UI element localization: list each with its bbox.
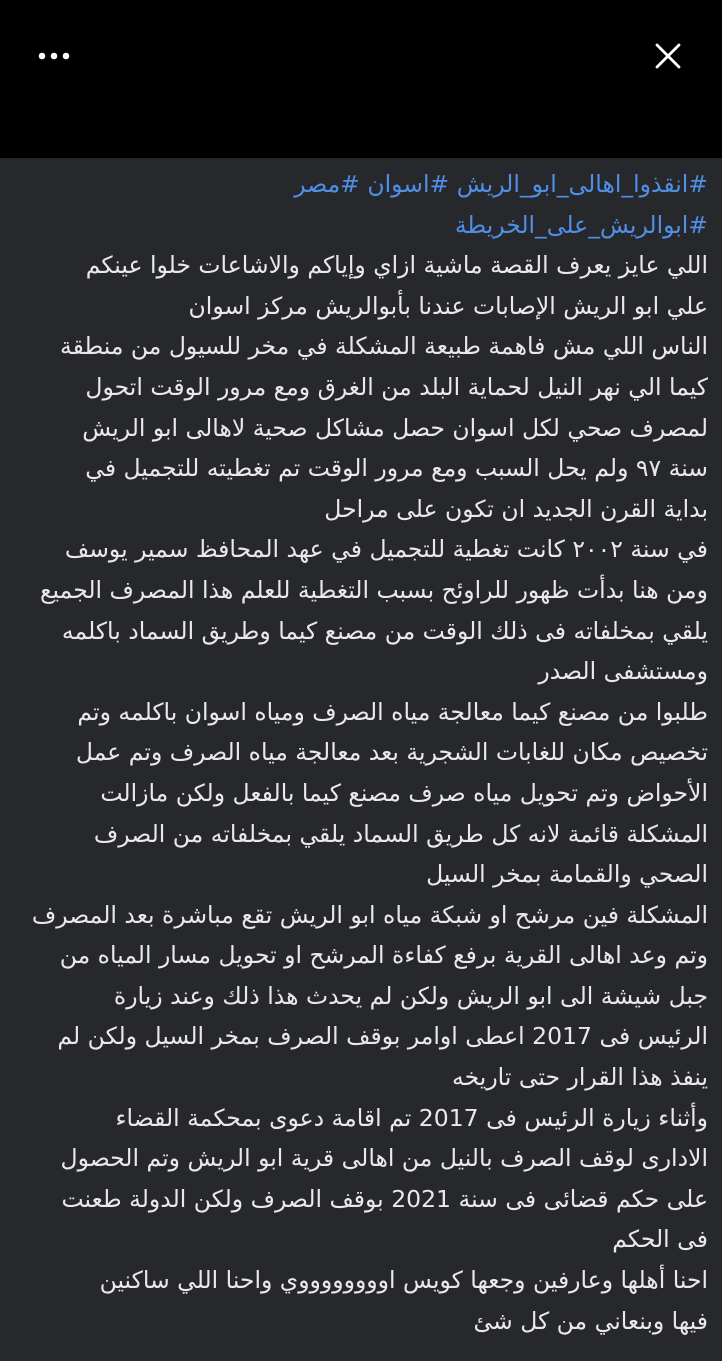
post-text: [0, 158, 722, 1341]
post-line: سنة ٩٧ ولم يحل السبب ومع مرور الوقت تم تغطيته للتجميل في: [85, 454, 708, 483]
post-line: يلقي بمخلفاته فى ذلك الوقت من مصنع كيما وطريق السماد باكلمه: [61, 616, 708, 645]
close-button[interactable]: [644, 34, 692, 78]
post-line: جبل شيشة الى ابو الريش ولكن لم يحدث هذا ذلك وعند زيارة: [113, 981, 708, 1010]
post-line: احنا أهلها وعارفين وجعها كويس اووووووووي واحنا اللي ساكنين: [99, 1266, 708, 1295]
hashtag-line: [10, 164, 708, 205]
post-line: في سنة ٢٠٠٢ كانت تغطية للتجميل في عهد المحافظ سمير يوسف: [64, 535, 708, 564]
post-line: الناس اللي مش فاهمة طبيعة المشكلة في مخر للسيول من منطقة: [60, 332, 708, 361]
post-line: ومن هنا بدأت ظهور للراوئح بسبب التغطية للعلم هذا المصرف الجميع: [40, 575, 708, 604]
post-line: وأثناء زيارة الرئيس فى 2017 تم اقامة دعوى بمحكمة القضاء: [115, 1103, 708, 1132]
more-options-button[interactable]: [30, 36, 78, 76]
close-x-icon: [655, 43, 681, 69]
post-line: لمصرف صحي لكل اسوان حصل مشاكل صحية لاهالى ابو الريش: [82, 413, 708, 442]
post-line: بداية القرن الجديد ان تكون على مراحل: [324, 494, 708, 523]
more-horizontal-icon: [37, 51, 71, 61]
post-line: المشكلة فين مرشح او شبكة مياه ابو الريش تقع مباشرة بعد المصرف: [31, 900, 708, 929]
post-line: الرئيس فى 2017 اعطى اوامر بوقف الصرف بمخر السيل ولكن لم: [57, 1022, 708, 1051]
post-line: علي ابو الريش الإصابات عندنا بأبوالريش مركز اسوان: [188, 291, 708, 320]
hashtag-link[interactable]: #انقذوا_اهالى_ابو_الريش: [456, 170, 708, 198]
post-line: المشكلة قائمة لانه كل طريق السماد يلقي بمخلفاته من الصرف: [93, 819, 708, 848]
post-line: تخصيص مكان للغابات الشجرية بعد معالجة مياه الصرف وتم عمل: [75, 738, 708, 767]
post-line: الصحي والقمامة بمخر السيل: [426, 860, 708, 889]
post-line: فى الحكم: [612, 1225, 708, 1254]
hashtag-line: [10, 205, 708, 246]
post-line: ومستشفى الصدر: [538, 657, 708, 686]
post-line: الأحواض وتم تحويل مياه صرف مصنع كيما بالفعل ولكن مازالت: [100, 778, 708, 807]
post-line: وتم وعد اهالى القرية برفع كفاءة المرشح او تحويل مسار المياه من: [59, 941, 708, 970]
hashtag-link[interactable]: #ابوالريش_على_الخريطة: [454, 210, 708, 239]
hashtag-link[interactable]: #اسوان: [367, 170, 450, 198]
post-line: اللي عايز يعرف القصة ماشية ازاي وإياكم والاشاعات خلوا عينكم: [85, 251, 708, 280]
post-line: الادارى لوقف الصرف بالنيل من اهالى قرية ابو الريش وتم الحصول: [60, 1144, 708, 1173]
post-line: طلبوا من مصنع كيما معالجة مياه الصرف ومياه اسوان باكلمه وتم: [77, 697, 708, 726]
post-line: فيها وبنعاني من كل شئ: [473, 1306, 708, 1335]
post-line: كيما الي نهر النيل لحماية البلد من الغرق ومع مرور الوقت اتحول: [85, 372, 708, 401]
post-line: ينفذ هذا القرار حتى تاريخه: [452, 1063, 708, 1092]
post-line: على حكم قضائى فى سنة 2021 بوقف الصرف ولكن الدولة طعنت: [61, 1184, 708, 1213]
viewer-top-bar: [0, 0, 722, 158]
post-body: [0, 158, 722, 1361]
hashtag-link[interactable]: #مصر: [294, 170, 360, 198]
